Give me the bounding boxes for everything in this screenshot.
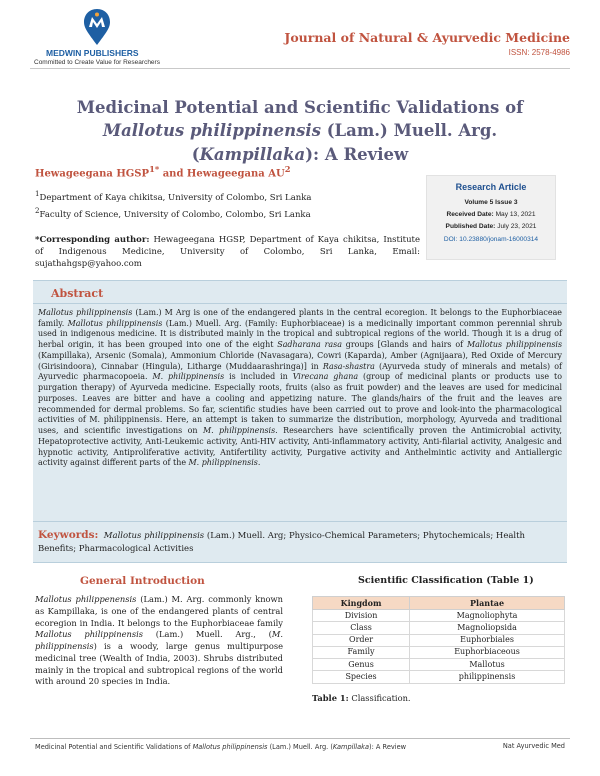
abstract-sentence: (Lam.) M Arg is one of the endangered plants in the central ecoregion. It belongs to the Euphorbiaceae family. — [38, 308, 562, 328]
title-text: (Lam.) Muell. Arg. ( — [191, 121, 498, 164]
caption-label: Table 1: — [312, 693, 349, 703]
corresponding-text: Hewageegana HGSP, Department of Kaya chikitsa, Institute of Indigenous Medicine, University of Colombo, Sri Lanka, Email: sujathahgsp@yahoo.com — [35, 235, 421, 270]
footer-text: (Lam.) Muell. Arg. ( — [267, 743, 333, 751]
abstract-section — [33, 280, 567, 563]
affiliation-2-mark: 2 — [35, 206, 40, 215]
table-row — [313, 622, 565, 634]
title-text: ): A Review — [305, 144, 409, 164]
abstract-sentence: . Researchers have scientifically proven the Antimicrobial activity, Hepatoprotective activity, Anti-Leukemic activity, Anti-HIV activity, Anti-inflammatory activity, Anti-filarial activity, Analgesic and hypnotic activity, Antiproliferative activity, Antifertility activity, Purgative activity and Anthelmintic activity and Antiallergic activity against different parts of the — [38, 426, 562, 468]
caption-text: Classification. — [348, 693, 411, 703]
received-value: May 13, 2021 — [493, 210, 536, 218]
table-header-cell: Plantae — [410, 597, 565, 610]
publisher-tagline: Committed to Create Value for Researchers — [34, 59, 160, 66]
classification-table — [312, 596, 565, 684]
table-cell: Euphorbiaceous — [410, 646, 565, 658]
published-date — [427, 223, 555, 231]
corresponding-label: *Corresponding author: — [35, 235, 150, 245]
intro-sentence: (Lam.) M. Arg. commonly known as Kampillaka, is one of the endangered plants of central ecoregion in India. It belongs to the Euphorbiaceae family — [35, 594, 283, 628]
author-1: Hewageegana HGSP — [35, 168, 150, 180]
table-row — [313, 659, 565, 671]
keywords-label: Keywords: — [38, 529, 99, 541]
published-value: July 23, 2021 — [495, 223, 537, 231]
abstract-sentence: groups [Glands and hairs of — [341, 340, 467, 350]
affiliation-1-text: Department of Kaya chikitsa, University of Colombo, Sri Lanka — [39, 192, 312, 203]
volume-issue-text: Volume 5 Issue 3 — [464, 198, 518, 206]
species-name: M. philippinensis — [188, 458, 258, 468]
abstract-sentence: (Kampillaka), Arsenic (Somala), Ammonium Chloride (Navasagara), Cowri (Kaparda), Amber (Agnijaara), Red Oxide of Mercury (Girisindoora), Cinnabar (Hingula), Litharge (Muddaarashringa)] in — [38, 350, 562, 371]
affiliation-1-mark: 1 — [35, 189, 40, 198]
journal-issn: ISSN: 2578-4986 — [508, 48, 570, 57]
received-label: Received Date: — [446, 210, 494, 218]
abstract-text — [38, 308, 562, 469]
title-kampillaka: Kampillaka — [199, 144, 306, 164]
article-info-box — [426, 175, 556, 260]
footer-journal-abbrev: Nat Ayurvedic Med — [502, 742, 565, 750]
footer-text: ): A Review — [369, 743, 407, 751]
species-name: Mallotus philippinensis — [67, 318, 163, 328]
title-text: Medicinal Potential and Scientific Validations of — [76, 98, 524, 117]
doi-link[interactable]: DOI: 10.23880/jonam-16000314 — [443, 235, 539, 243]
species-name: Mallotus philippinensis — [466, 340, 563, 350]
author-2: and Hewageegana AU — [159, 168, 285, 180]
table-cell: Euphorbiales — [410, 634, 565, 646]
term: Sadharana rasa — [277, 340, 342, 350]
corresponding-author — [35, 234, 420, 270]
keywords-text — [38, 531, 525, 554]
table-cell: Species — [313, 671, 410, 683]
footer-text: Medicinal Potential and Scientific Validations of — [35, 743, 193, 751]
abstract-heading: Abstract — [51, 287, 104, 300]
abstract-sentence: is included in — [224, 372, 293, 382]
table-row — [313, 671, 565, 683]
species-name: Mallotus philippenensis — [35, 594, 137, 604]
intro-sentence: ) is a woody, large genus multipurpose medicinal tree (Wealth of India, 2003). Shrubs distributed mainly in the tropical and subtropical regions of the world with around 20 species in India. — [35, 641, 283, 687]
affiliation-2 — [35, 206, 311, 221]
affiliation-1 — [35, 189, 311, 204]
table-row — [313, 634, 565, 646]
table-cell: philippinensis — [410, 671, 565, 683]
article-type: Research Article — [455, 182, 527, 192]
table-header-row — [313, 597, 565, 610]
species-name: M. philippinensis — [152, 372, 225, 382]
publisher-logo — [30, 8, 180, 70]
abstract-sentence: . — [257, 458, 261, 468]
abstract-sentence: (Lam.) Muell. Arg. (Family: Euphorbiaceae) is a medicinally important common perennial shrub used in indigenous medicine. It is distributed mainly in the tropical and subtropical regions of the world. Though it is a drug of herbal origin, it has been grouped into one of the eight — [38, 318, 562, 350]
title-species: Mallotus philippinensis — [102, 121, 321, 141]
medwin-logo-icon — [82, 8, 112, 46]
keywords-section — [33, 521, 567, 562]
author-list — [35, 164, 291, 181]
intro-heading: General Introduction — [80, 575, 205, 587]
abstract-divider — [33, 303, 567, 304]
table-cell: Family — [313, 646, 410, 658]
keywords-list: (Lam.) Muell. Arg; Physico-Chemical Parameters; Phytochemicals; Health Benefits; Pharmacological Activities — [38, 531, 526, 555]
author-1-mark: 1* — [149, 164, 160, 174]
species-name: Mallotus philippinensis — [38, 308, 133, 317]
footer-kampillaka: Kampillaka — [332, 743, 370, 751]
publisher-name: MEDWIN PUBLISHERS — [46, 48, 139, 58]
species-name: M. philippinensis — [202, 426, 276, 436]
published-label: Published Date: — [445, 223, 496, 231]
page-header — [0, 0, 600, 78]
table-cell: Mallotus — [410, 659, 565, 671]
intro-text — [35, 594, 283, 688]
term: Rasa-shastra — [322, 361, 375, 371]
table-cell: Magnoliophyta — [410, 610, 565, 622]
footer-species: Mallotus philippinensis — [192, 743, 268, 751]
table-cell: Genus — [313, 659, 410, 671]
table-row — [313, 610, 565, 622]
footer-divider — [30, 738, 570, 739]
header-divider — [30, 68, 570, 69]
table-cell: Order — [313, 634, 410, 646]
author-2-mark: 2 — [284, 164, 291, 174]
affiliation-2-text: Faculty of Science, University of Colombo, Colombo, Sri Lanka — [39, 209, 311, 220]
abstract-sentence: (Ayurveda study of minerals and metals) of Ayurvedic pharmacopoeia. — [38, 361, 562, 382]
footer-article-title — [35, 742, 425, 753]
species-name: Mallotus philippinensis — [103, 531, 205, 541]
volume-issue — [427, 199, 555, 207]
received-date — [427, 211, 555, 219]
table-cell: Magnoliopsida — [410, 622, 565, 634]
journal-name: Journal of Natural & Ayurvedic Medicine — [284, 30, 570, 45]
classification-heading: Scientific Classification (Table 1) — [358, 575, 534, 586]
abstract-sentence: (group of medicinal plants or products use to purgation therapy) of Ayurveda medicine. Especially roots, fruits (also as fruit powder) and the leaves are used for medicinal purposes. Leaves are bitter and have a cooling and appetizing nature. The glands/hairs of the fruit and the leaves are recommended for dermal problems. So far, scientific studies have been carried out to prove and look-into the pharmacological activities of M. philippinensis. Here, an attempt is taken to summarize the distribution, morphology, Ayurveda and traditional uses, and scientific investigations on — [38, 372, 563, 436]
table-row — [313, 646, 565, 658]
table-cell: Class — [313, 622, 410, 634]
term: Virecana ghana — [292, 372, 359, 382]
species-name: Mallotus philippinensis — [35, 629, 144, 640]
intro-sentence: (Lam.) Muell. Arg., ( — [143, 629, 272, 640]
article-title — [40, 96, 560, 166]
table-cell: Division — [313, 610, 410, 622]
species-name: M. philippinensis — [35, 629, 283, 652]
table-header-cell: Kingdom — [313, 597, 410, 610]
table-caption — [312, 693, 411, 704]
